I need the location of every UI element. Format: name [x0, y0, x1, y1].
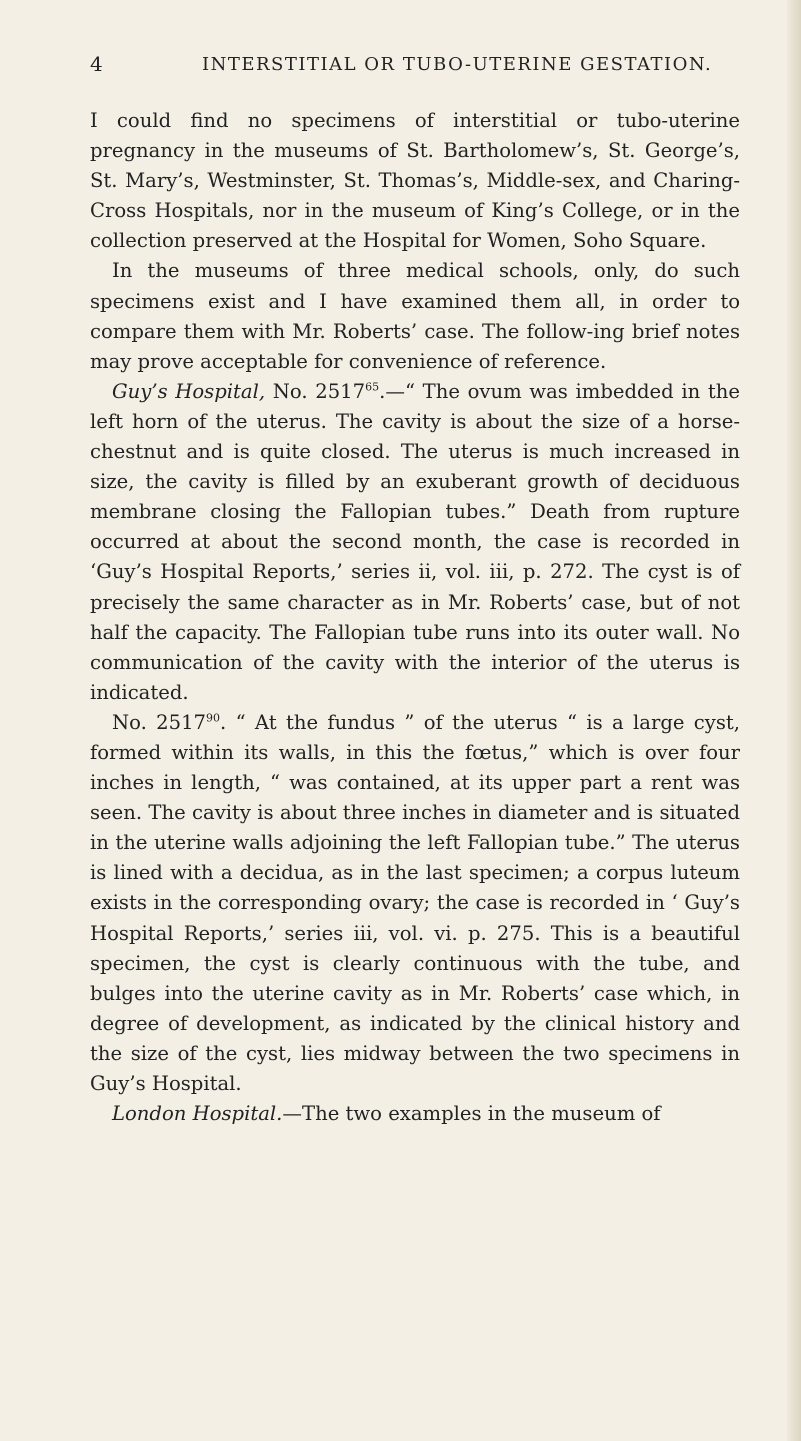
body-text	[90, 106, 740, 1129]
paragraph-specimen-2517-90	[90, 708, 740, 1099]
paragraph-4-text: . “ At the fundus ” of the uterus “ is a large cyst, formed within its walls, in this the fœtus,” which is over four inches in length, “ was contained, at its upper part a rent was seen. The cavity is about three inches in diameter and is situated in the uterine walls adjoining the left Fallopian tube.” The uterus is lined with a decidua, as in the last specimen; a corpus luteum exists in the corresponding ovary; the case is recorded in ‘ Guy’s Hospital Reports,’ series iii, vol. vi. p. 275. This is a beautiful specimen, the cyst is clearly continuous with the tube, and bulges into the uterine cavity as in Mr. Roberts’ case which, in degree of development, as indicated by the clinical history and the size of the cyst, lies midway between the two specimens in Guy’s Hospital.	[90, 710, 740, 1095]
paragraph-london-hospital	[90, 1099, 740, 1129]
specimen-superscript: 90	[206, 711, 221, 725]
paragraph-2-text: In the museums of three medical schools, only, do such specimens exist and I have examined them all, in order to compare them with Mr. Roberts’ case. The follow-ing brief notes may prove acceptable for convenience of reference.	[90, 259, 740, 373]
paragraph-5-text: —The two examples in the museum of	[282, 1102, 661, 1126]
page-edge	[787, 0, 801, 1441]
running-title: INTERSTITIAL OR TUBO-UTERINE GESTATION.	[202, 54, 713, 75]
specimen-number: No. 2517	[112, 710, 207, 734]
hospital-name: London Hospital.	[112, 1102, 283, 1126]
hospital-name: Guy’s Hospital,	[112, 379, 266, 403]
paragraph-1	[90, 106, 740, 256]
paragraph-guys-hospital	[90, 377, 740, 708]
page-number: 4	[90, 52, 105, 76]
paragraph-2	[90, 256, 740, 376]
specimen-number: No. 2517	[265, 379, 366, 403]
paragraph-3-text: .—“ The ovum was imbedded in the left horn of the uterus. The cavity is about the size of a horse-chestnut and is quite closed. The uterus is much increased in size, the cavity is filled by an exuberant growth of deciduous membrane closing the Fallopian tubes.” Death from rupture occurred at about the second month, the case is recorded in ‘Guy’s Hospital Reports,’ series ii, vol. iii, p. 272. The cyst is of precisely the same character as in Mr. Roberts’ case, but of not half the capacity. The Fallopian tube runs into its outer wall. No communication of the cavity with the interior of the uterus is indicated.	[90, 379, 740, 704]
specimen-superscript: 65	[365, 380, 380, 394]
paragraph-1-text: I could find no specimens of interstitial or tubo-uterine pregnancy in the museums of St. Bartholomew’s, St. George’s, St. Mary’s, Westminster, St. Thomas’s, Middle-sex, and Charing-Cross Hospitals, nor in the museum of King’s College, or in the collection preserved at the Hospital for Women, Soho Square.	[90, 109, 740, 253]
